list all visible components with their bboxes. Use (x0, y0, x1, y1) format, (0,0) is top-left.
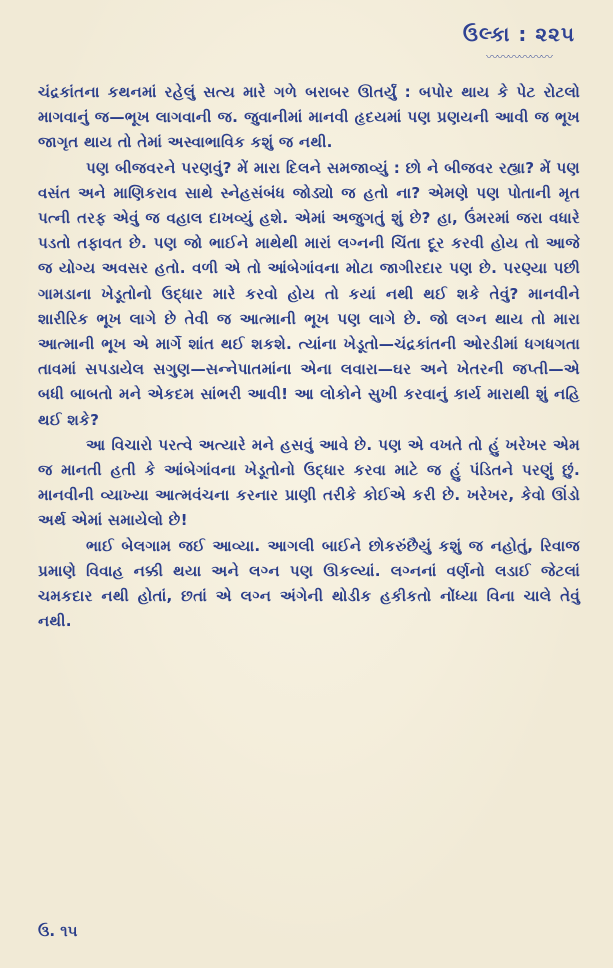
paragraph-4: ભાઈ બેલગામ જઈ આવ્યા. આગલી બાઈને છોકરુંછૈયું કશું જ નહોતું, રિવાજ પ્રમાણે વિવાહ નક્કી થયા અને લગ્ન પણ ઊકલ્યાં. લગ્નનાં વર્ણનો લડાઈ જેટલાં ચમકદાર નથી હોતાં, છતાં એ લગ્ન અંગેની થોડીક હકીકતો નોંધ્યા વિના ચાલે તેવું નથી. (38, 536, 580, 631)
signature-mark: ઉ. ૧૫ (38, 922, 78, 940)
body-text (38, 80, 580, 634)
running-head (463, 22, 575, 65)
running-title: ઉલ્કા : ૨૨૫ (462, 22, 575, 46)
header-ornament: 〰〰〰〰〰〰 (485, 50, 552, 64)
paragraph-2: પણ બીજવરને પરણવું? મેં મારા દિલને સમજાવ્યું : છો ને બીજવર રહ્યા? મેં પણ વસંત અને માણિકરાવ સાથે સ્નેહસંબંધ જોડ્યો જ હતો ના? એમણે પણ પોતાની મૃત પત્ની તરફ એવું જ વહાલ દાખવ્યું હશે. એમાં અજુગતું શું છે? હા, ઉંમરમાં જરા વધારે પડતો તફાવત છે. પણ જો ભાઈને માથેથી મારાં લગ્નની ચિંતા દૂર કરવી હોય તો આજે જ યોગ્ય અવસર હતો. વળી એ તો આંબેગાંવના મોટા જાગીરદાર પણ છે. પરણ્યા પછી ગામડાના ખેડૂતોનો ઉદ્ધાર મારે કરવો હોય તો કયાં નથી થઈ શકે તેવું? માનવીને શારીરિક ભૂખ લાગે છે તેવી જ આત્માની ભૂખ પણ લાગે છે. જો લગ્ન થાય તો મારા આત્માની ભૂખ એ માર્ગે શાંત થઈ શકશે. ત્યાંના ખેડૂતો—ચંદ્રકાંતની ઓરડીમાં ધગધગતા તાવમાં સપડાયેલ સગુણ—સન્નેપાતમાંના એના લવારા—ઘર અને ખેતરની જપ્તી—એ બધી બાબતો મને એકદમ સાંભરી આવી! આ લોકોને સુખી કરવાનું કાર્ય મારાથી શું નહિ થઈ શકે? (38, 158, 580, 429)
paragraph-1: ચંદ્રકાંતના કથનમાં રહેલું સત્ય મારે ગળે બરાબર ઊતર્યું : બપોર થાય કે પેટ રોટલો માગવાનું જ—ભૂખ લાગવાની જ. જુવાનીમાં માનવી હૃદયમાં પણ પ્રણયની આવી જ ભૂખ જાગૃત થાય તો તેમાં અસ્વાભાવિક કશું જ નથી. (38, 83, 580, 152)
paragraph-3: આ વિચારો પરત્વે અત્યારે મને હસવું આવે છે. પણ એ વખતે તો હું ખરેખર એમ જ માનતી હતી કે આંબેગાંવના ખેડૂતોનો ઉદ્ધાર કરવા માટે જ હું પંડિતને પરણું છું. માનવીની વ્યાખ્યા આત્મવંચના કરનાર પ્રાણી તરીકે કોઈએ કરી છે. ખરેખર, કેવો ઊંડો અર્થ એમાં સમાયેલો છે! (38, 435, 580, 530)
